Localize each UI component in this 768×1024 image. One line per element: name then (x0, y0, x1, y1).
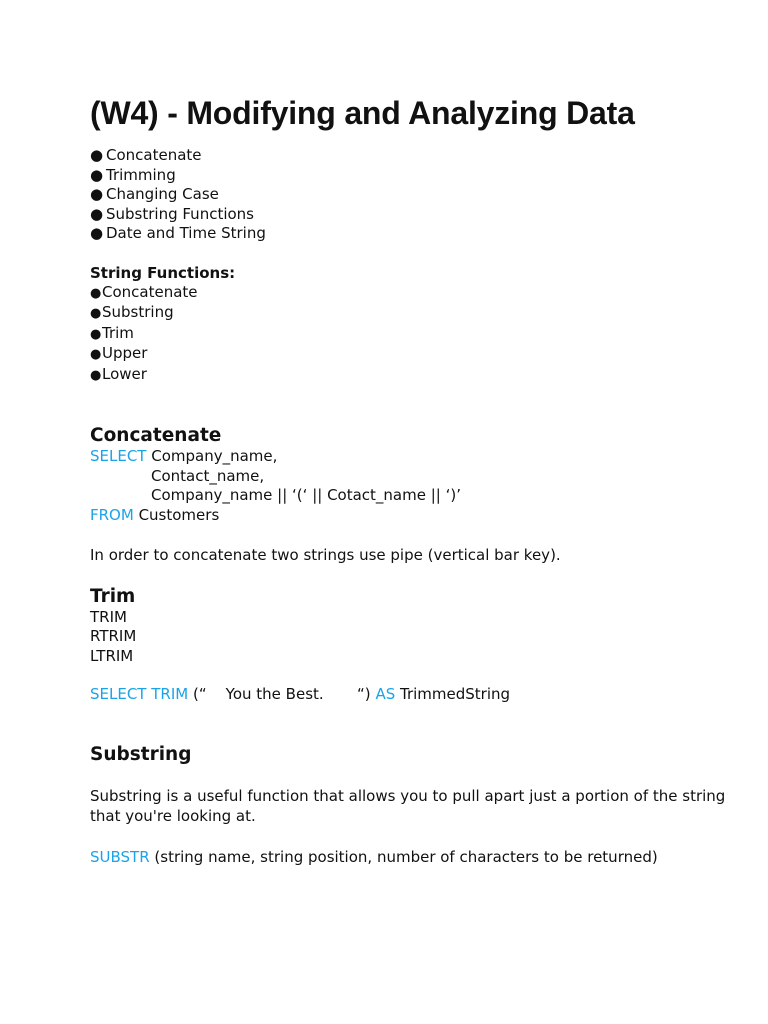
list-item: ●Trim (90, 324, 730, 345)
document-page (90, 93, 730, 867)
sql-keyword: SUBSTR (90, 847, 150, 866)
code-line: FROM Customers (90, 505, 220, 524)
bullet-icon: ● (90, 185, 104, 203)
bullet-icon: ● (90, 204, 104, 223)
string-functions-list (90, 283, 730, 386)
trim-variants (90, 608, 730, 667)
code-line: LTRIM (90, 646, 134, 665)
bullet-icon: ● (90, 347, 102, 362)
bullet-icon: ● (90, 367, 102, 383)
string-functions-heading: String Functions: (90, 263, 236, 282)
bullet-icon: ● (90, 165, 104, 184)
concatenate-heading: Concatenate (90, 425, 222, 446)
trim-example: SELECT TRIM (“ You the Best. “) AS TrimmedString (90, 685, 511, 703)
bullet-icon: ● (90, 285, 102, 301)
topic-list (90, 146, 730, 244)
list-item: ●Lower (90, 365, 730, 386)
list-item: ● Date and Time String (90, 224, 266, 242)
list-item: ●Upper (90, 344, 730, 365)
substring-heading: Substring (90, 743, 192, 765)
code-line: TRIM (90, 607, 127, 626)
substring-description: Substring is a useful function that allows you to pull apart just a portion of the string that you're looking at. (90, 786, 726, 825)
bullet-icon: ● (90, 146, 104, 164)
bullet-icon: ● (90, 326, 102, 342)
concatenate-note: In order to concatenate two strings use pipe (vertical bar key). (90, 546, 561, 564)
list-item: ● Changing Case (90, 185, 219, 203)
code-line: Company_name || ‘(‘ || Cotact_name || ‘)’ (151, 486, 461, 504)
sql-keyword: SELECT TRIM (90, 685, 189, 703)
page-title: (W4) - Modifying and Analyzing Data (90, 95, 635, 131)
code-line: RTRIM (90, 627, 137, 645)
list-item: ●Substring (90, 303, 730, 324)
list-item: ●Concatenate (90, 283, 730, 304)
list-item: ● Concatenate (90, 146, 202, 164)
concatenate-code (90, 447, 730, 525)
list-item: ● Substring Functions (90, 204, 254, 223)
substring-syntax: SUBSTR (string name, string position, number of characters to be returned) (90, 847, 658, 866)
code-line: SELECT Company_name, (90, 447, 278, 465)
list-item: ● Trimming (90, 165, 176, 184)
bullet-icon: ● (90, 306, 102, 321)
bullet-icon: ● (90, 224, 104, 242)
trim-heading: Trim (90, 585, 136, 607)
sql-keyword: AS (375, 685, 396, 703)
code-line: Contact_name, (151, 466, 265, 485)
sql-keyword: FROM (90, 505, 134, 524)
sql-keyword: SELECT (90, 447, 147, 465)
